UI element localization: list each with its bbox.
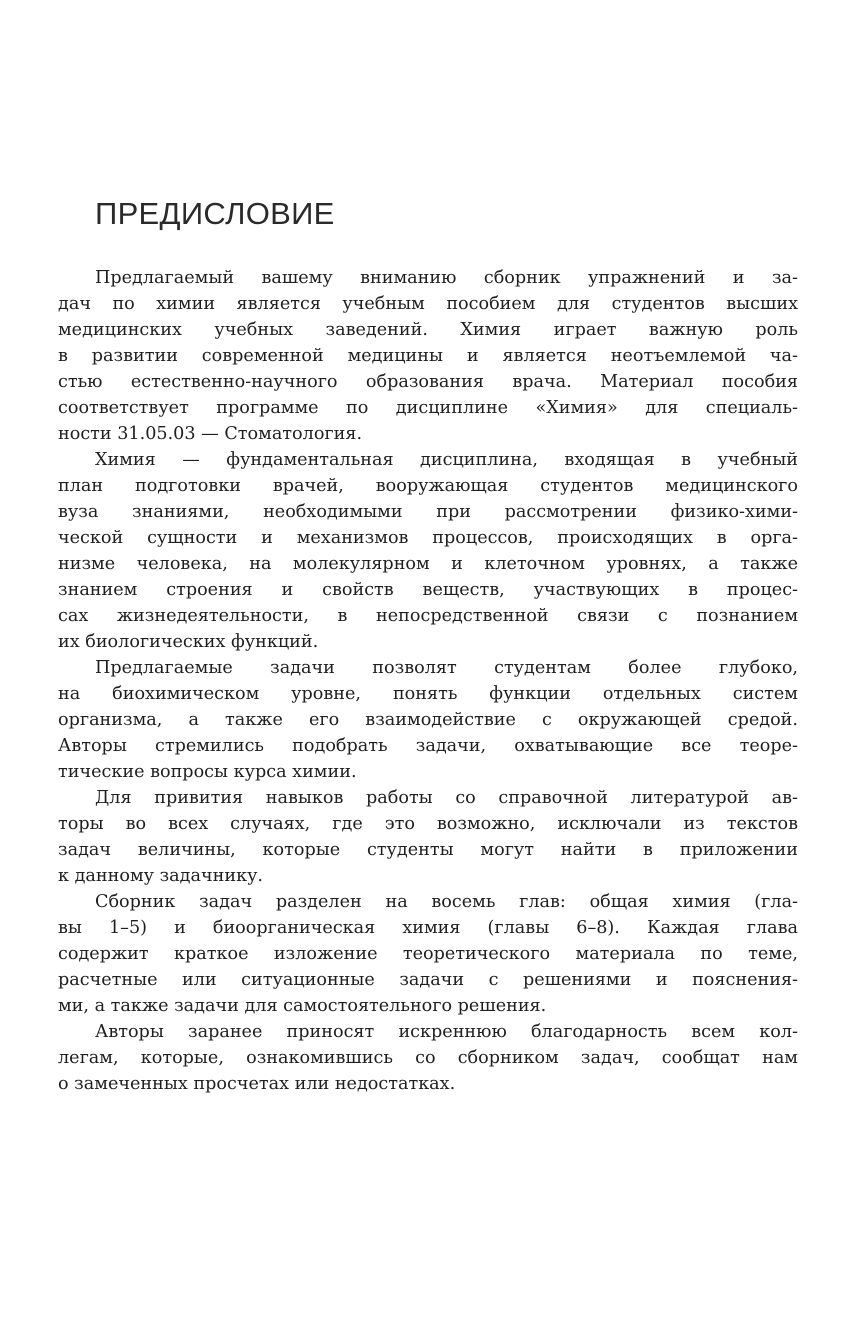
page-title: ПРЕДИСЛОВИЕ [95,196,335,231]
text-line: ческой сущности и механизмов процессов, происходящих в орга- [58,528,798,548]
text-line: задач величины, которые студенты могут найти в приложении [58,840,798,860]
text-line: Для привития навыков работы со справочной литературой ав- [95,788,798,808]
text-line: ности 31.05.03 — Стоматология. [58,424,363,444]
text-line: расчетные или ситуационные задачи с решениями и пояснения- [58,970,798,990]
text-line: сах жизнедеятельности, в непосредственной связи с познанием [58,606,798,626]
text-line: их биологических функций. [58,632,319,652]
text-line: Предлагаемые задачи позволят студентам более глубоко, [95,658,798,678]
text-line: организма, а также его взаимодействие с окружающей средой. [58,710,798,730]
text-line: вуза знаниями, необходимыми при рассмотрении физико-хими- [58,502,798,522]
paragraph [58,785,798,889]
text-line: низме человека, на молекулярном и клеточном уровнях, а также [58,554,798,574]
text-line: содержит краткое изложение теоретического материала по теме, [58,944,798,964]
text-line: Сборник задач разделен на восемь глав: общая химия (гла- [95,892,798,912]
text-line: к данному задачнику. [58,866,264,886]
text-line: на биохимическом уровне, понять функции отдельных систем [58,684,798,704]
text-line: дач по химии является учебным пособием для студентов высших [58,294,798,314]
text-line: ми, а также задачи для самостоятельного решения. [58,996,547,1016]
paragraph [58,447,798,655]
paragraph [58,1019,798,1097]
text-line: торы во всех случаях, где это возможно, исключали из текстов [58,814,798,834]
text-line: Предлагаемый вашему вниманию сборник упражнений и за- [95,268,798,288]
text-line: о замеченных просчетах или недостатках. [58,1074,456,1094]
text-line: в развитии современной медицины и является неотъемлемой ча- [58,346,798,366]
text-line: Авторы заранее приносят искреннюю благодарность всем кол- [95,1022,798,1042]
text-line: медицинских учебных заведений. Химия играет важную роль [58,320,798,340]
text-line: знанием строения и свойств веществ, участвующих в процес- [58,580,798,600]
text-line: Авторы стремились подобрать задачи, охватывающие все теоре- [58,736,798,756]
text-line: план подготовки врачей, вооружающая студентов медицинского [58,476,798,496]
body-text [58,265,798,1097]
paragraph [58,655,798,785]
text-line: легам, которые, ознакомившись со сборником задач, сообщат нам [58,1048,798,1068]
text-line: Химия — фундаментальная дисциплина, входящая в учебный [95,450,798,470]
text-line: соответствует программе по дисциплине «Химия» для специаль- [58,398,798,418]
text-line: тические вопросы курса химии. [58,762,357,782]
text-line: стью естественно-научного образования врача. Материал пособия [58,372,798,392]
text-line: вы 1–5) и биоорганическая химия (главы 6–8). Каждая глава [58,918,798,938]
paragraph [58,265,798,447]
paragraph [58,889,798,1019]
